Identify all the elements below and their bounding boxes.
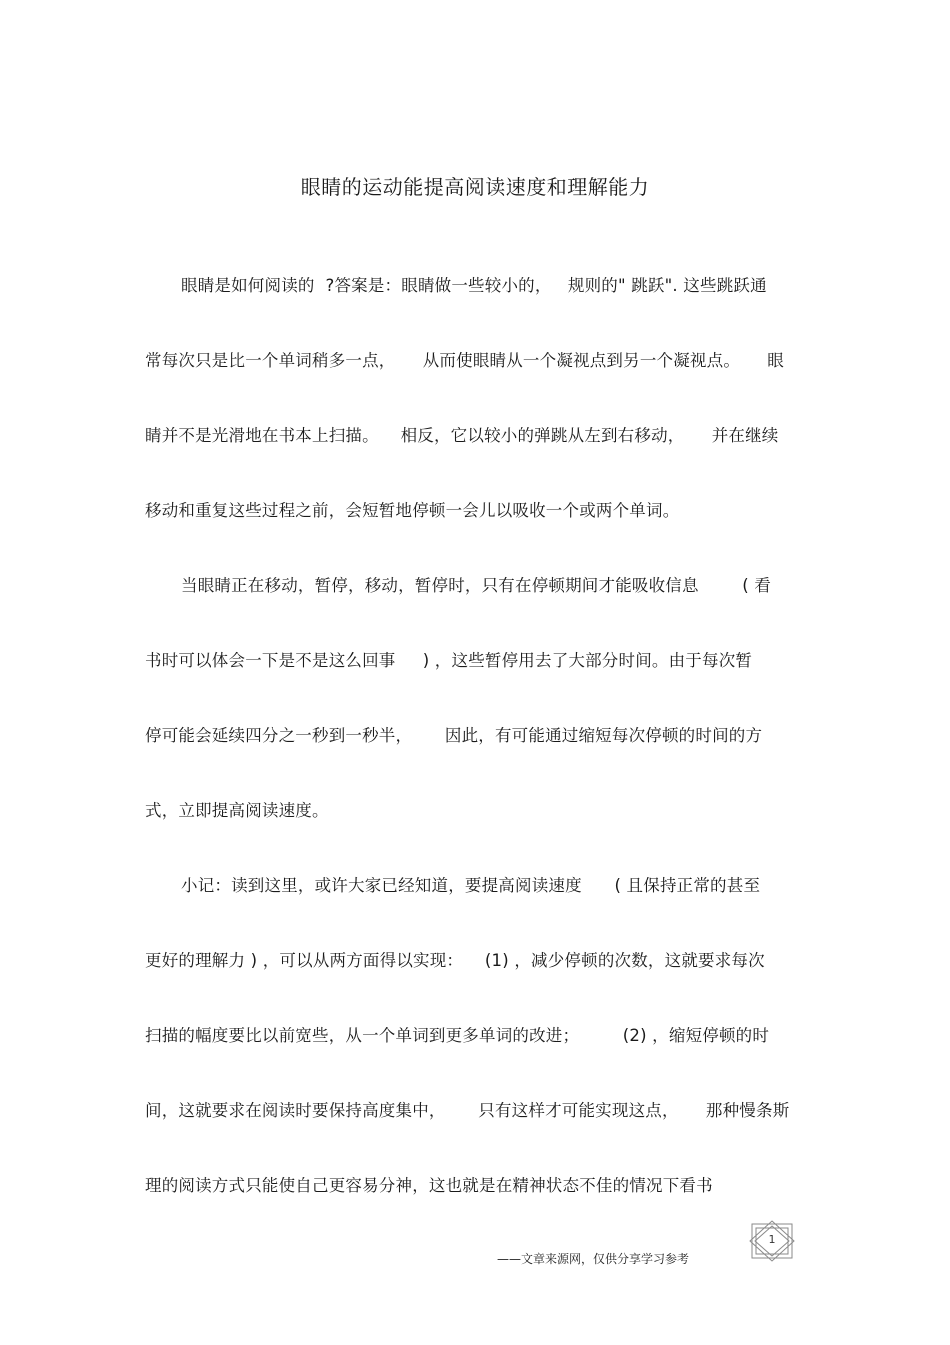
paragraph-2-line-3: 停可能会延续四分之一秒到一秒半， 因此，有可能通过缩短每次停顿的时间的方 — [145, 726, 763, 745]
page-number-stamp — [748, 1220, 796, 1262]
paragraph-3-line-5: 理的阅读方式只能使自己更容易分神，这也就是在精神状态不佳的情况下看书 — [145, 1176, 713, 1195]
paragraph-2-line-2: 书时可以体会一下是不是这么回事 ) ，这些暂停用去了大部分时间。由于每次暂 — [145, 651, 753, 670]
paragraph-2-line-4: 式，立即提高阅读速度。 — [145, 801, 329, 820]
footer-source-note: ——文章来源网，仅供分享学习参考 — [497, 1252, 690, 1266]
paragraph-3-line-3: 扫描的幅度要比以前宽些，从一个单词到更多单词的改进； (2) ，缩短停顿的时 — [145, 1026, 770, 1045]
page-number: 1 — [768, 1233, 776, 1246]
paragraph-1-line-3: 睛并不是光滑地在书本上扫描。 相反，它以较小的弹跳从左到右移动， 并在继续 — [145, 426, 779, 445]
paragraph-1-line-2: 常每次只是比一个单词稍多一点， 从而使眼睛从一个凝视点到另一个凝视点。 眼 — [145, 351, 784, 370]
paragraph-2-line-1: 当眼睛正在移动，暂停，移动，暂停时，只有在停顿期间才能吸收信息 ( 看 — [181, 576, 772, 595]
paragraph-1-line-4: 移动和重复这些过程之前，会短暂地停顿一会儿以吸收一个或两个单词。 — [145, 501, 680, 520]
paragraph-1-line-1: 眼睛是如何阅读的 ?答案是：眼睛做一些较小的， 规则的" 跳跃". 这些跳跃通 — [181, 276, 767, 295]
paragraph-3-line-2: 更好的理解力 ) ，可以从两方面得以实现： (1) ，减少停顿的次数，这就要求每次 — [145, 951, 765, 970]
paragraph-3-line-1: 小记：读到这里，或许大家已经知道，要提高阅读速度 ( 且保持正常的甚至 — [181, 876, 761, 895]
paragraph-3-line-4: 间，这就要求在阅读时要保持高度集中， 只有这样才可能实现这点， 那种慢条斯 — [145, 1101, 790, 1120]
document-title: 眼睛的运动能提高阅读速度和理解能力 — [300, 175, 650, 199]
